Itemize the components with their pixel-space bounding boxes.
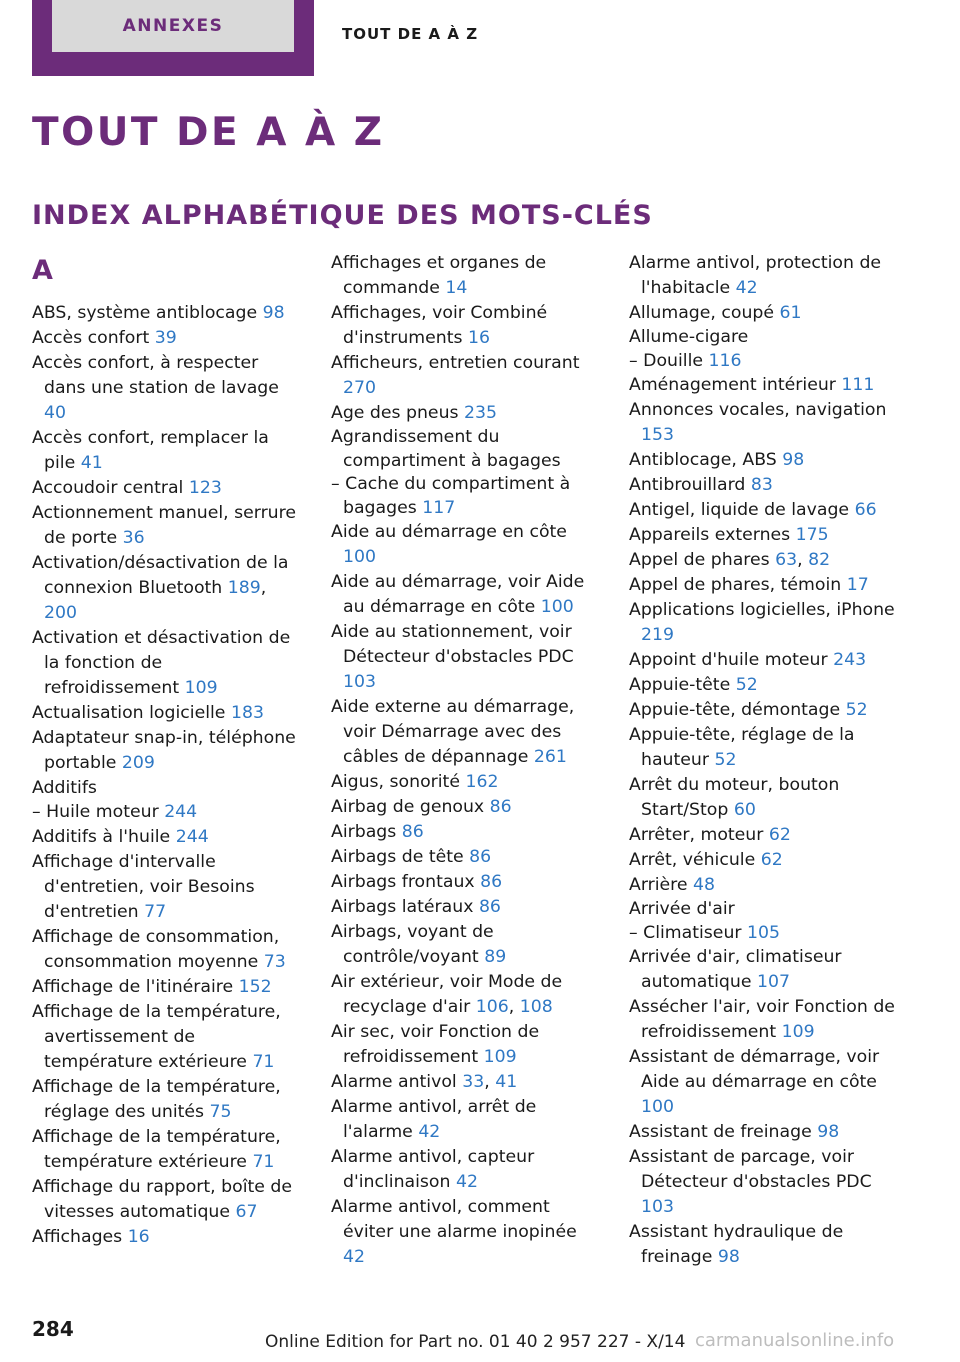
index-term: Annonces vocales, navigation [629,400,887,420]
page-reference-link[interactable]: 63 [775,550,798,570]
index-term: Affichages et organes de commande [331,253,547,298]
index-term: Appoint d'huile moteur [629,650,828,670]
index-term: Air sec, voir Fonction de refroidissement [331,1022,540,1067]
page-reference-link[interactable]: 14 [445,278,468,298]
index-entry [331,845,601,870]
page-reference-link[interactable]: 98 [262,303,285,323]
index-entry [331,920,601,970]
page-reference-link[interactable]: 77 [144,901,167,922]
index-entry [629,498,899,523]
page-reference-link[interactable]: 86 [401,822,424,842]
page-reference-link[interactable]: 42 [455,1172,478,1192]
index-entry [629,523,899,548]
index-entry [331,251,601,301]
index-entry: Alarme antivol 33, 41 [331,1072,518,1092]
index-term: Affichages [32,1226,123,1247]
index-term: Appuie-tête, réglage de la hauteur [629,725,855,770]
index-term: Additifs à l'huile [32,826,171,847]
index-entry [629,773,899,823]
index-term: Assistant de freinage [629,1122,812,1142]
index-term: Affichage de consommation, consommation moyenne [32,926,280,972]
header-tab [32,0,314,76]
index-term: Alarme antivol [331,1072,457,1092]
index-entry [331,1145,601,1195]
index-entry [32,726,302,776]
index-entry [32,975,302,1000]
index-term: Afficheurs, entretien courant [331,353,580,373]
index-term: Accès confort [32,328,150,348]
page-reference-link[interactable]: 153 [641,425,674,445]
index-entry [331,401,601,426]
page-reference-link[interactable]: 16 [127,1226,150,1247]
index-term: Aide externe au démarrage, voir Démarrage avec des câbles de dépannage [331,697,575,767]
index-entry [331,620,601,695]
section-title: INDEX ALPHABÉTIQUE DES MOTS-CLÉS [32,200,653,231]
index-term: Airbags, voyant de contrôle/voyant [331,922,494,967]
page-reference-link[interactable]: 103 [641,1197,674,1217]
page-reference-link[interactable]: 235 [464,403,498,423]
index-term: Appuie-tête, démontage [629,700,841,720]
index-term: – Huile moteur [32,802,159,822]
index-term: Allume-cigare [629,327,749,347]
index-term: Agrandissement du compartiment à bagages [331,427,561,471]
page-reference-link[interactable]: 60 [733,800,756,820]
index-term: Accès confort, à respecter dans une station de lavage [32,353,279,398]
index-term: Airbags de tête [331,847,464,867]
index-entry [32,801,302,825]
index-entry [32,1175,302,1225]
index-entry [331,301,601,351]
index-term: Assistant de démarrage, voir Aide au démarrage en côte [629,1047,880,1092]
index-term: ABS, système antiblocage [32,303,258,323]
index-entry [629,1120,899,1145]
page-reference-link[interactable]: 189 [227,578,261,598]
index-entry [32,626,302,701]
page-reference-link[interactable]: 123 [188,478,222,498]
index-term: Airbag de genoux [331,797,485,817]
letter-heading: A [32,255,53,286]
page-reference-link[interactable]: 36 [122,528,145,548]
index-term: Arrière [629,875,688,895]
index-entry [32,476,302,501]
index-term: – Cache du compartiment à bagages [331,474,571,518]
index-entry [32,351,302,426]
index-entry [629,350,899,374]
index-entry [629,398,899,448]
index-entry [331,570,601,620]
index-term: Alarme antivol, capteur d'inclinaison [331,1147,535,1192]
index-term: Aménagement intérieur [629,375,836,395]
index-column-3 [629,251,899,1270]
index-entry [629,1220,899,1270]
page-reference-link[interactable]: 117 [422,497,456,518]
page-reference-link[interactable]: 17 [846,575,869,595]
page-reference-link[interactable]: 75 [209,1101,232,1122]
page-reference-link[interactable]: 100 [343,547,376,567]
page-reference-link[interactable]: 73 [263,951,286,972]
page-reference-link[interactable]: 200 [44,603,77,623]
index-term: Affichage de la température, température extérieure [32,1126,281,1172]
page-reference-link[interactable]: 52 [845,700,868,720]
index-term: Affichages, voir Combiné d'instruments [331,303,548,348]
index-term: Airbags [331,822,397,842]
header-chapter: TOUT DE A À Z [342,25,479,43]
index-term: Arrêter, moteur [629,825,764,845]
index-term: Adaptateur snap-in, téléphone portable [32,728,296,773]
page-reference-link[interactable]: 42 [735,278,758,298]
index-term: Antigel, liquide de lavage [629,500,850,520]
page-reference-link[interactable]: 109 [483,1047,517,1067]
index-column-2 [331,251,601,1270]
index-entry [32,701,302,726]
page-reference-link[interactable]: 62 [760,850,783,870]
index-entry [331,695,601,770]
index-entry [629,598,899,648]
index-entry [629,1045,899,1120]
index-entry [331,795,601,820]
index-term: – Douille [629,350,704,371]
index-term: Affichage du rapport, boîte de vitesses automatique [32,1176,293,1222]
index-term: Actionnement manuel, serrure de porte [32,503,296,548]
index-entry [331,870,601,895]
index-entry [331,520,601,570]
index-term: Appuie-tête [629,675,731,695]
page-title: TOUT DE A À Z [32,110,385,155]
index-entry [629,448,899,473]
index-term: Affichage de l'itinéraire [32,976,234,997]
index-entry [629,373,899,398]
index-term: Arrêt du moteur, bouton Start/Stop [629,775,840,820]
index-entry [331,473,601,520]
index-entry [32,426,302,476]
page-reference-link[interactable]: 100 [540,597,574,617]
page-reference-link[interactable]: 98 [782,450,805,470]
index-entry: Activation/désactivation de la connexion Bluetooth 189, 200 [32,553,289,623]
index-entry [32,1125,302,1175]
index-entry [629,898,899,922]
index-term: – Climatiseur [629,922,742,943]
page-reference-link[interactable]: 111 [841,375,875,395]
index-term: Assistant de parcage, voir Détecteur d'obstacles PDC [629,1147,872,1192]
index-entry [331,426,601,473]
index-term: Aide au stationnement, voir Détecteur d'obstacles PDC [331,622,574,667]
page-reference-link[interactable]: 162 [465,772,499,792]
index-term: Appel de phares [629,550,770,570]
page-reference-link[interactable]: 175 [795,525,829,545]
page-reference-link[interactable]: 244 [175,826,209,847]
page-reference-link[interactable]: 108 [519,997,553,1017]
index-entry [32,825,302,850]
index-term: Arrivée d'air [629,899,735,919]
page-reference-link[interactable]: 152 [238,976,272,997]
page-reference-link[interactable]: 106 [475,997,509,1017]
index-term: Assistant hydraulique de freinage [629,1222,844,1267]
index-entry [331,1095,601,1145]
index-entry [629,301,899,326]
page-reference-link[interactable]: 41 [495,1072,518,1092]
index-entry [32,1225,302,1250]
index-entry [32,301,302,326]
page-reference-link[interactable]: 71 [252,1051,275,1072]
index-entry [331,1195,601,1270]
index-term: Accès confort, remplacer la pile [32,428,269,473]
index-entry [32,776,302,801]
header-tab-label: ANNEXES [52,0,294,52]
index-term: Age des pneus [331,403,459,423]
index-entry [629,873,899,898]
page-reference-link[interactable]: 16 [468,328,491,348]
index-entry [32,925,302,975]
index-term: Activation et désactivation de la fonction de refroidissement [32,628,291,698]
page-reference-link[interactable]: 86 [469,847,492,867]
page-reference-link[interactable]: 33 [462,1072,485,1092]
page-reference-link[interactable]: 41 [80,453,103,473]
page-reference-link[interactable]: 52 [735,675,758,695]
index-term: Affichage de la température, avertissement de température extérieure [32,1001,281,1072]
index-entry [629,823,899,848]
index-term: Appareils externes [629,525,791,545]
index-term: Antiblocage, ABS [629,450,777,470]
page-reference-link[interactable]: 183 [230,703,264,723]
page-reference-link[interactable]: 89 [484,947,507,967]
page-reference-link[interactable]: 86 [480,872,503,892]
index-term: Additifs [32,778,97,798]
index-term: Airbags latéraux [331,897,474,917]
index-entry [629,251,899,301]
index-entry [629,573,899,598]
page-reference-link[interactable]: 219 [641,625,674,645]
page-number: 284 [32,1317,74,1341]
page-reference-link[interactable]: 244 [164,802,198,822]
page-reference-link[interactable]: 105 [747,922,780,943]
index-entry [629,1145,899,1220]
page-reference-link[interactable]: 209 [121,753,155,773]
page-reference-link[interactable]: 67 [235,1201,258,1222]
index-term: Aide au démarrage en côte [331,522,567,542]
page-reference-link[interactable]: 82 [808,550,831,570]
page-reference-link[interactable]: 109 [184,678,218,698]
index-entry [32,1075,302,1125]
index-term: Actualisation logicielle [32,703,226,723]
index-entry [32,1000,302,1075]
index-term: Airbags frontaux [331,872,475,892]
footer-edition: Online Edition for Part no. 01 40 2 957 227 - X/14 [265,1332,686,1352]
index-entry [331,895,601,920]
index-term: Allumage, coupé [629,303,775,323]
page-reference-link[interactable]: 243 [833,650,867,670]
index-entry [32,501,302,551]
index-entry [629,326,899,350]
page-reference-link[interactable]: 39 [154,328,177,348]
page-reference-link[interactable]: 61 [779,303,802,323]
index-term: Aigus, sonorité [331,772,460,792]
page-reference-link[interactable]: 66 [854,500,877,520]
page-reference-link[interactable]: 86 [489,797,512,817]
index-entry [629,922,899,946]
page-reference-link[interactable]: 71 [252,1151,275,1172]
index-entry [32,850,302,925]
index-column-1 [32,251,302,1250]
index-entry [629,995,899,1045]
page-reference-link[interactable]: 103 [343,672,376,692]
index-term: Affichage d'intervalle d'entretien, voir Besoins d'entretien [32,851,255,922]
index-term: Accoudoir central [32,478,184,498]
page-reference-link[interactable]: 62 [768,825,791,845]
index-term: Affichage de la température, réglage des unités [32,1076,281,1122]
index-term: Alarme antivol, arrêt de l'alarme [331,1097,537,1142]
page-reference-link[interactable]: 52 [714,750,737,770]
page-reference-link[interactable]: 270 [343,378,376,398]
index-term: Antibrouillard [629,475,746,495]
footer-watermark: carmanualsonline.info [695,1330,895,1351]
index-entry: Appel de phares 63, 82 [629,550,831,570]
page-reference-link[interactable]: 98 [717,1247,740,1267]
index-entry [629,673,899,698]
index-term: Appel de phares, témoin [629,575,842,595]
page-reference-link[interactable]: 261 [533,747,567,767]
page-reference-link[interactable]: 42 [343,1247,365,1267]
index-entry [331,770,601,795]
page-reference-link[interactable]: 40 [44,403,66,423]
index-term: Activation/désactivation de la connexion Bluetooth [32,553,289,598]
page-reference-link[interactable]: 100 [641,1097,674,1117]
index-entry [629,648,899,673]
index-term: Assécher l'air, voir Fonction de refroidissement [629,997,895,1042]
index-entry [629,473,899,498]
index-entry [331,351,601,401]
index-entry [629,848,899,873]
index-entry [629,945,899,995]
index-term: Arrivée d'air, climatiseur automatique [629,947,842,992]
page-reference-link[interactable]: 86 [478,897,501,917]
page-reference-link[interactable]: 107 [756,972,790,992]
index-term: Air extérieur, voir Mode de recyclage d'air [331,972,563,1017]
index-term: Aide au démarrage, voir Aide au démarrage en côte [331,572,585,617]
page-reference-link[interactable]: 42 [418,1122,441,1142]
page-reference-link[interactable]: 109 [781,1022,815,1042]
index-entry [32,326,302,351]
index-entry [629,723,899,773]
page-reference-link[interactable]: 83 [750,475,773,495]
page-reference-link[interactable]: 48 [693,875,716,895]
index-entry [629,698,899,723]
page-reference-link[interactable]: 98 [817,1122,840,1142]
index-entry [331,1020,601,1070]
index-term: Alarme antivol, protection de l'habitacle [629,253,882,298]
index-term: Applications logicielles, iPhone [629,600,895,620]
index-entry: Air extérieur, voir Mode de recyclage d'air 106, 108 [331,972,563,1017]
page-reference-link[interactable]: 116 [708,350,742,371]
index-entry [331,820,601,845]
index-term: Arrêt, véhicule [629,850,756,870]
index-term: Alarme antivol, comment éviter une alarme inopinée [331,1197,577,1242]
